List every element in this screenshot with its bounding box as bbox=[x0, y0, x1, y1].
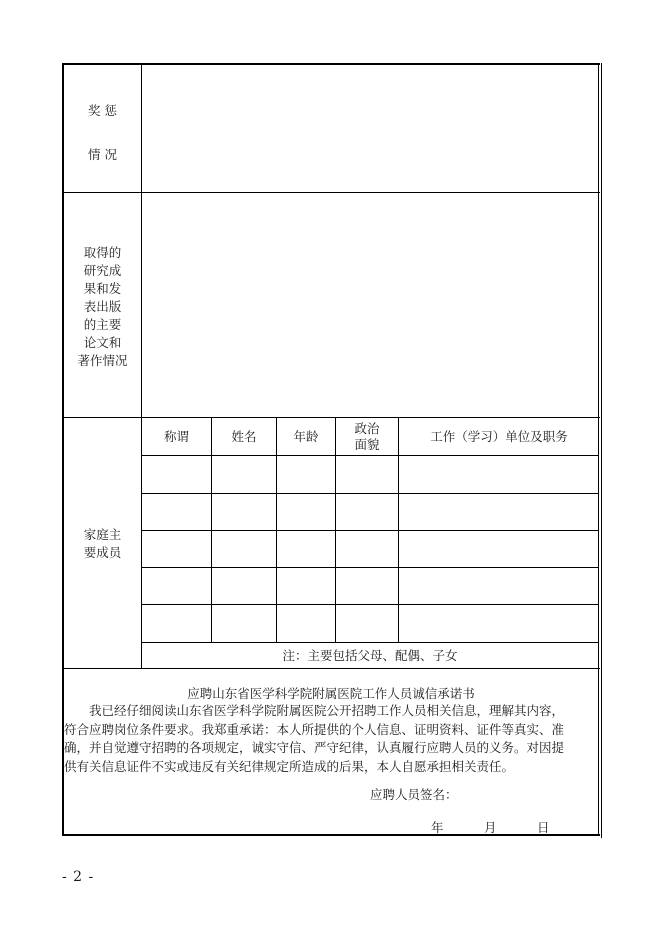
family-cell-political-status[interactable] bbox=[336, 494, 398, 530]
family-cell-age[interactable] bbox=[277, 456, 335, 493]
signature-label: 应聘人员签名： bbox=[370, 787, 458, 802]
awards-input-area[interactable] bbox=[142, 65, 598, 192]
research-label-line: 论文和 bbox=[83, 335, 122, 350]
page-number: - 2 - bbox=[62, 869, 95, 885]
family-cell-name[interactable] bbox=[212, 456, 276, 493]
research-label-line: 取得的 bbox=[83, 245, 122, 260]
research-input-area[interactable] bbox=[142, 193, 598, 417]
family-cell-relation[interactable] bbox=[142, 494, 211, 530]
family-cell-political-status[interactable] bbox=[336, 531, 398, 567]
family-label-line: 要成员 bbox=[83, 545, 122, 560]
awards-label bbox=[64, 101, 141, 119]
signature-field[interactable] bbox=[460, 784, 590, 804]
family-header-age: 年龄 bbox=[293, 428, 319, 444]
pledge-title: 应聘山东省医学科学院附属医院工作人员诚信承诺书 bbox=[187, 686, 475, 701]
family-cell-age[interactable] bbox=[277, 531, 335, 567]
family-cell-workplace[interactable] bbox=[399, 494, 598, 530]
awards-label-line1: 奖 惩 bbox=[88, 103, 117, 118]
date-day-label: 日 bbox=[537, 820, 550, 835]
pledge-line: 我已经仔细阅读山东省医学科学院附属医院公开招聘工作人员相关信息，理解其内容， bbox=[64, 703, 565, 718]
family-note: 注：主要包括父母、配偶、子女 bbox=[282, 648, 458, 663]
political-status-line2: 面貌 bbox=[354, 436, 380, 452]
pledge-line: 供有关信息证件不实或违反有关纪律规定所造成的后果，本人自愿承担相关责任。 bbox=[64, 758, 515, 774]
family-cell-age[interactable] bbox=[277, 605, 335, 642]
form-right-border-outer bbox=[601, 63, 602, 838]
family-cell-political-status[interactable] bbox=[336, 456, 398, 493]
family-cell-name[interactable] bbox=[212, 605, 276, 642]
family-cell-workplace[interactable] bbox=[399, 531, 598, 567]
family-cell-age[interactable] bbox=[277, 494, 335, 530]
family-header-relation: 称谓 bbox=[163, 428, 189, 444]
family-label-line: 家庭主 bbox=[83, 527, 122, 542]
divider-family-pledge bbox=[62, 668, 600, 669]
pledge-line: 确，并自觉遵守招聘的各项规定，诚实守信、严守纪律，认真履行应聘人员的义务。对因提 bbox=[64, 740, 565, 755]
research-label-line: 研究成 bbox=[83, 263, 122, 278]
family-label bbox=[64, 526, 141, 562]
research-label-line: 果和发 bbox=[83, 281, 122, 296]
family-row-line bbox=[141, 642, 599, 643]
family-cell-workplace[interactable] bbox=[399, 568, 598, 604]
research-label-line: 表出版 bbox=[83, 299, 122, 314]
family-cell-name[interactable] bbox=[212, 568, 276, 604]
family-header-workplace: 工作（学习）单位及职务 bbox=[430, 428, 568, 444]
awards-label-2 bbox=[64, 145, 141, 163]
family-cell-name[interactable] bbox=[212, 494, 276, 530]
research-label-line: 著作情况 bbox=[77, 353, 128, 368]
political-status-line1: 政治 bbox=[354, 420, 380, 436]
pledge-line: 符合应聘岗位条件要求。我郑重承诺：本人所提供的个人信息、证明资料、证件等真实、准 bbox=[64, 721, 565, 737]
family-cell-political-status[interactable] bbox=[336, 568, 398, 604]
family-cell-political-status[interactable] bbox=[336, 605, 398, 642]
research-label-line: 的主要 bbox=[83, 317, 122, 332]
research-label bbox=[64, 244, 141, 370]
family-cell-workplace[interactable] bbox=[399, 456, 598, 493]
family-cell-name[interactable] bbox=[212, 531, 276, 567]
family-cell-relation[interactable] bbox=[142, 531, 211, 567]
date-month-label: 月 bbox=[484, 820, 497, 835]
date-year-label: 年 bbox=[431, 820, 444, 835]
awards-label-line2: 情 况 bbox=[88, 147, 117, 162]
family-cell-relation[interactable] bbox=[142, 456, 211, 493]
family-header-political-status bbox=[336, 418, 398, 455]
pledge-body bbox=[64, 702, 598, 776]
family-header-name: 姓名 bbox=[231, 428, 257, 444]
family-cell-relation[interactable] bbox=[142, 568, 211, 604]
family-cell-workplace[interactable] bbox=[399, 605, 598, 642]
family-cell-age[interactable] bbox=[277, 568, 335, 604]
family-cell-relation[interactable] bbox=[142, 605, 211, 642]
